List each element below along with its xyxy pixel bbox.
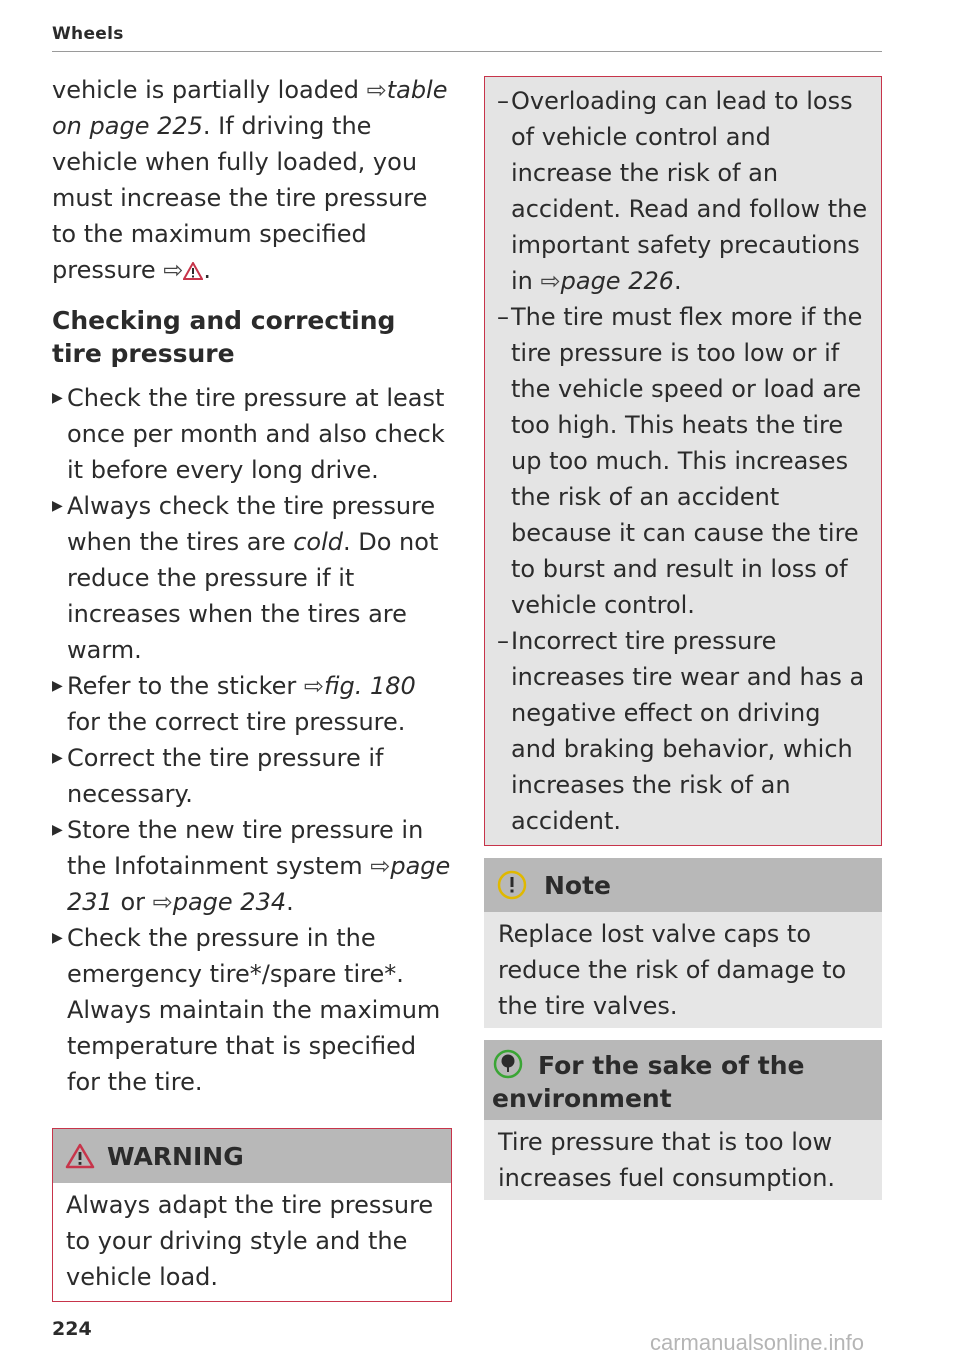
page-number: 224 xyxy=(52,1318,92,1340)
reference-arrow-icon: ⇨ xyxy=(303,672,325,700)
warning-header xyxy=(53,1129,451,1183)
step-item xyxy=(52,920,452,1100)
watermark: carmanualsonline.info xyxy=(650,1330,865,1355)
note-title: Note xyxy=(544,870,612,900)
page-reference-link[interactable]: page 231 xyxy=(67,852,451,916)
text-run: Correct the tire pressure if necessary. xyxy=(67,744,384,808)
bullet-arrow-icon: ▶ xyxy=(52,678,63,694)
text-run: The tire must flex more if the tire pressure is too low or if the vehicle speed or load are too high. This heats the tire up too much. This increases the risk of an accident because it can cause the tire to burst and result in loss of vehicle control. xyxy=(511,303,863,619)
intro-end: . xyxy=(203,256,212,284)
page-reference-link[interactable]: page 226 xyxy=(560,267,675,295)
dash-marker: – xyxy=(497,87,509,115)
warning-continuation-box xyxy=(484,76,882,846)
warning-item xyxy=(485,83,881,299)
right-column xyxy=(484,76,882,1200)
text-run: Incorrect tire pressure increases tire wear and has a negative effect on driving and braking behavior, which increases the risk of an accident. xyxy=(511,627,865,835)
warning-title: WARNING xyxy=(107,1141,244,1171)
bullet-arrow-icon: ▶ xyxy=(52,930,63,946)
text-run: for the correct tire pressure. xyxy=(67,708,406,736)
warning-triangle-icon xyxy=(65,1143,95,1169)
intro-paragraph xyxy=(52,72,452,290)
text-run: Refer to the sticker xyxy=(67,672,304,700)
text-run: . xyxy=(286,888,294,916)
warning-items-list xyxy=(485,83,881,839)
environment-box xyxy=(484,1040,882,1200)
environment-header xyxy=(484,1040,882,1120)
warning-triangle-icon xyxy=(183,259,203,284)
text-run: or xyxy=(112,888,153,916)
page-reference-link[interactable]: page 234 xyxy=(172,888,287,916)
step-item xyxy=(52,380,452,488)
text-run: Check the pressure in the emergency tire*/spare tire*. Always maintain the maximum temperature that is specified for the tire. xyxy=(67,924,441,1096)
step-item xyxy=(52,812,452,920)
text-run: Store the new tire pressure in the Infotainment system xyxy=(67,816,424,880)
note-header xyxy=(484,858,882,912)
text-run: Overloading can lead to loss of vehicle control and increase the risk of an accident. Read and follow the important safety precautions in xyxy=(511,87,868,295)
note-box xyxy=(484,858,882,1028)
reference-arrow-icon: ⇨ xyxy=(366,76,387,104)
left-column xyxy=(52,72,452,1302)
step-item xyxy=(52,668,452,740)
bullet-arrow-icon: ▶ xyxy=(52,498,63,514)
reference-arrow-icon: ⇨ xyxy=(163,256,184,284)
section-heading: Checking and correcting tire pressure xyxy=(52,306,396,368)
warning-item xyxy=(485,623,881,839)
bullet-arrow-icon: ▶ xyxy=(52,822,63,838)
steps-list xyxy=(52,380,452,1100)
header-divider xyxy=(52,51,882,52)
note-body: Replace lost valve caps to reduce the risk of damage to the tire valves. xyxy=(498,920,847,1020)
text-run: . Do not reduce the pressure if it increases when the tires are warm. xyxy=(67,528,439,664)
environment-title: For the sake of the environment xyxy=(492,1051,805,1113)
table-reference-link[interactable]: table on page 225 xyxy=(52,76,448,140)
warning-body: Always adapt the tire pressure to your driving style and the vehicle load. xyxy=(66,1191,434,1291)
reference-arrow-icon: ⇨ xyxy=(540,267,561,295)
text-run: Always check the tire pressure when the tires are xyxy=(67,492,436,556)
warning-box xyxy=(52,1128,452,1302)
bullet-arrow-icon: ▶ xyxy=(52,390,63,406)
step-item xyxy=(52,740,452,812)
page-reference-link[interactable]: fig. 180 xyxy=(324,672,416,700)
tree-icon xyxy=(492,1048,524,1085)
intro-text: vehicle is partially loaded xyxy=(52,76,367,104)
running-header: Wheels xyxy=(52,24,124,44)
reference-arrow-icon: ⇨ xyxy=(370,852,391,880)
step-item xyxy=(52,488,452,668)
dash-marker: – xyxy=(497,303,509,331)
environment-body: Tire pressure that is too low increases fuel consumption. xyxy=(498,1128,836,1192)
text-run: Check the tire pressure at least once per month and also check it before every long drive. xyxy=(67,384,445,484)
bullet-arrow-icon: ▶ xyxy=(52,750,63,766)
text-run: . xyxy=(674,267,682,295)
warning-item xyxy=(485,299,881,623)
note-icon xyxy=(496,869,528,901)
intro-text-continued: . If driving the vehicle when fully loaded, you must increase the tire pressure to the maximum specified pressure xyxy=(52,112,428,284)
page-reference-link[interactable]: cold xyxy=(293,528,343,556)
reference-arrow-icon: ⇨ xyxy=(152,888,173,916)
dash-marker: – xyxy=(497,627,509,655)
